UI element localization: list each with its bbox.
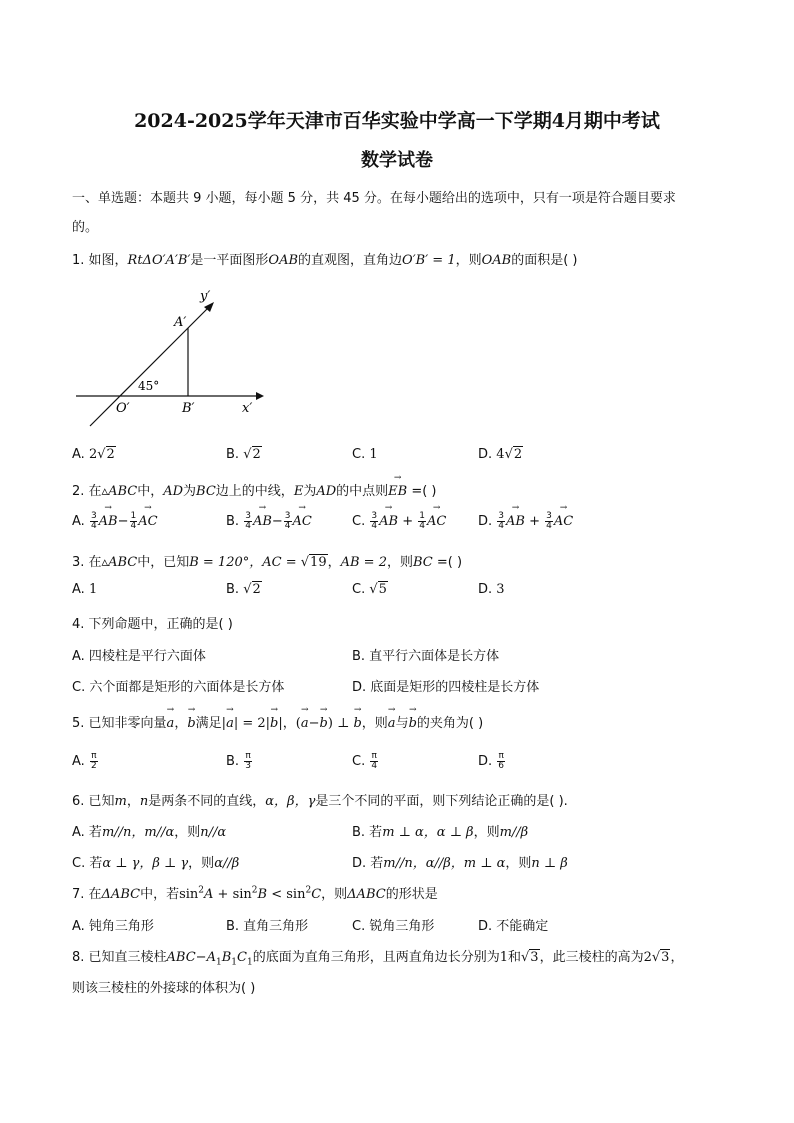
question-5-stem: 5. 已知非零向量→ a，→ b满足|→ a| = 2|→ b|，(→ a−→ b) ⊥ → b，则→ a与→ b的夹角为( ) — [72, 712, 483, 731]
exam-subtitle: 数学试卷 — [361, 150, 433, 171]
q5-option-b[interactable]: B. $\frac{\pi}{3}$ — [226, 751, 251, 771]
section-instructions-cont: 的。 — [72, 220, 99, 235]
q4-option-c[interactable]: C. 六个面都是矩形的六面体是长方体 — [72, 680, 285, 695]
q4-option-b[interactable]: B. 直平行六面体是长方体 — [352, 649, 500, 664]
question-8-stem-cont: 则该三棱柱的外接球的体积为( ) — [72, 981, 256, 996]
section-instructions: 一、单选题：本题共 9 小题，每小题 5 分，共 45 分。在每小题给出的选项中，只有一项是符合题目要求 — [72, 191, 676, 206]
question-2-stem: 2. 在▵ABC中，AD为BC边上的中线，E为AD的中点则→ EB =( ) — [72, 480, 437, 499]
q4-option-a[interactable]: A. 四棱柱是平行六面体 — [72, 649, 206, 664]
label-angle: 45° — [138, 379, 160, 393]
label-o-prime: O′ — [116, 401, 130, 416]
q5-option-d[interactable]: D. $\frac{\pi}{6}$ — [478, 751, 505, 771]
question-6-stem: 6. 已知m，n是两条不同的直线，α，β，γ是三个不同的平面，则下列结论正确的是( ). — [72, 794, 568, 809]
exam-title: 2024-2025学年天津市百华实验中学高一下学期4月期中考试 — [134, 110, 660, 132]
q4-option-d[interactable]: D. 底面是矩形的四棱柱是长方体 — [352, 680, 540, 695]
q6-option-c[interactable]: C. 若α ⊥ γ，β ⊥ γ，则α//β — [72, 856, 240, 871]
q6-option-a[interactable]: A. 若m//n，m//α，则n//α — [72, 825, 227, 840]
q1-option-d[interactable]: D. 4√2 — [478, 447, 523, 462]
q3-option-c[interactable]: C. √5 — [352, 582, 387, 597]
question-1-figure — [70, 284, 270, 434]
q3-option-b[interactable]: B. √2 — [226, 582, 261, 597]
q6-option-d[interactable]: D. 若m//n，α//β，m ⊥ α，则n ⊥ β — [352, 856, 568, 871]
q2-option-c[interactable]: C. $\frac{3}{4}$ → AB + $\frac{1}{4}$ → AC — [352, 512, 446, 531]
q1-option-a[interactable]: A. 2√2 — [72, 447, 115, 462]
label-x-prime: x′ — [242, 401, 253, 416]
label-a-prime: A′ — [174, 315, 187, 330]
question-4-stem: 4. 下列命题中，正确的是( ) — [72, 617, 233, 632]
q3-option-a[interactable]: A. 1 — [72, 582, 98, 597]
q7-option-c[interactable]: C. 锐角三角形 — [352, 919, 435, 934]
question-3-stem: 3. 在▵ABC中，已知B = 120°，AC = √19，AB = 2，则BC =( ) — [72, 555, 463, 570]
question-8-stem: 8. 已知直三棱柱$ABC-A_1B_1C_1$的底面为直角三角形，且两直角边长分别为1和√3，此三棱柱的高为2√3， — [72, 950, 684, 968]
q2-option-a[interactable]: A. $\frac{3}{4}$ → AB− $\frac{1}{4}$ → AC — [72, 512, 158, 531]
q2-option-d[interactable]: D. $\frac{3}{4}$ → AB + $\frac{3}{4}$ → AC — [478, 512, 573, 531]
q1-option-b[interactable]: B. √2 — [226, 447, 261, 462]
q7-option-a[interactable]: A. 钝角三角形 — [72, 919, 154, 934]
q6-option-b[interactable]: B. 若m ⊥ α，α ⊥ β，则m//β — [352, 825, 529, 840]
q2-option-b[interactable]: B. $\frac{3}{4}$ → AB− $\frac{3}{4}$ → AC — [226, 512, 312, 531]
label-y-prime: y′ — [200, 289, 211, 304]
q1-option-c[interactable]: C. 1 — [352, 447, 378, 462]
q7-option-d[interactable]: D. 不能确定 — [478, 919, 549, 934]
question-7-stem: 7. 在ΔABC中，若$\sin^2A + \sin^2B < \sin^2C$，则ΔABC的形状是 — [72, 885, 438, 902]
question-1-stem: 1. 如图，RtΔO′A′B′是一平面图形OAB的直观图，直角边O′B′ = 1，则OAB的面积是( ) — [72, 253, 578, 268]
q7-option-b[interactable]: B. 直角三角形 — [226, 919, 309, 934]
q5-option-c[interactable]: C. $\frac{\pi}{4}$ — [352, 751, 378, 771]
label-b-prime: B′ — [182, 401, 195, 416]
q5-option-a[interactable]: A. $\frac{\pi}{2}$ — [72, 751, 97, 771]
q3-option-d[interactable]: D. 3 — [478, 582, 505, 597]
